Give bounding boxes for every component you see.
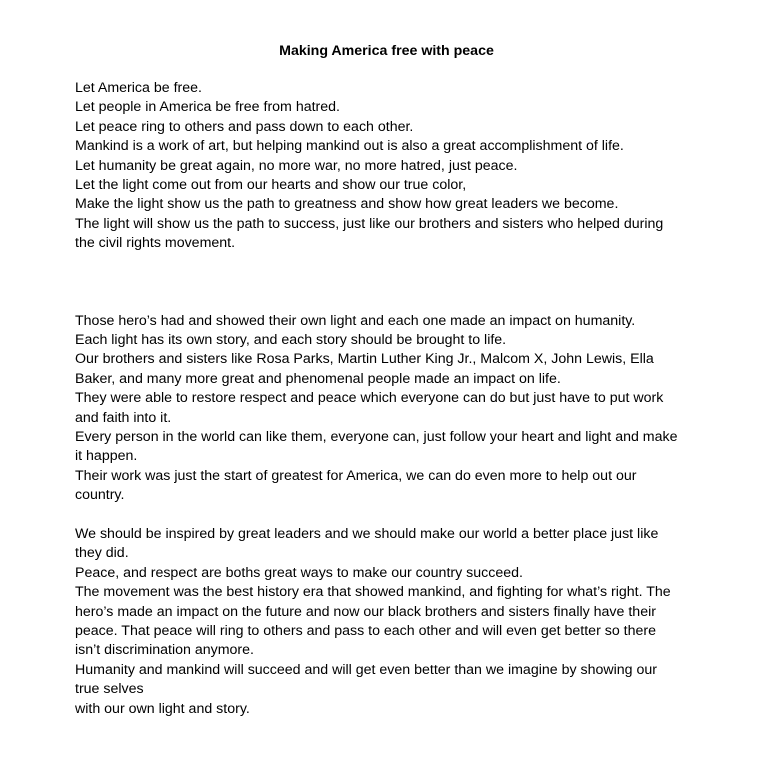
text-line: the civil rights movement. (75, 235, 236, 252)
document-title: Making America free with peace (279, 43, 494, 59)
text-line: and faith into it. (75, 409, 172, 426)
text-line: Humanity and mankind will succeed and will get even better than we imagine by showing our (75, 661, 658, 678)
text-line: Let America be free. (75, 80, 202, 96)
text-line: Each light has its own story, and each story should be brought to life. (75, 332, 507, 349)
text-line: it happen. (75, 448, 138, 465)
text-line: isn’t discrimination anymore. (75, 642, 254, 659)
text-line: with our own light and story. (75, 700, 250, 717)
text-line: Baker, and many more great and phenomenal people made an impact on life. (75, 370, 561, 387)
text-line: Make the light show us the path to greatness and show how great leaders we become. (75, 196, 619, 213)
text-line: Let the light come out from our hearts and show our true color, (75, 176, 467, 193)
text-line: Let people in America be free from hatred. (75, 99, 340, 116)
text-line: Mankind is a work of art, but helping mankind out is also a great accomplishment of life. (75, 138, 624, 155)
blank-line (75, 254, 715, 273)
text-line: country. (75, 487, 125, 504)
text-line: Peace, and respect are boths great ways to make our country succeed. (75, 564, 523, 581)
text-line: they did. (75, 545, 129, 562)
text-line: hero’s made an impact on the future and now our black brothers and sisters finally have their (75, 603, 656, 620)
text-line: Let humanity be great again, no more war, no more hatred, just peace. (75, 157, 518, 174)
text-line: Their work was just the start of greatest for America, we can do even more to help out our (75, 467, 637, 484)
text-line: true selves (75, 681, 144, 698)
text-line: They were able to restore respect and peace which everyone can do but just have to put work (75, 390, 664, 407)
blank-line (75, 292, 715, 311)
document-body (75, 79, 715, 719)
text-line: The light will show us the path to success, just like our brothers and sisters who helped during (75, 215, 664, 232)
text-line: Those hero’s had and showed their own light and each one made an impact on humanity. (75, 312, 636, 329)
text-line: We should be inspired by great leaders and we should make our world a better place just like (75, 525, 659, 542)
text-line: Let peace ring to others and pass down to each other. (75, 118, 414, 135)
blank-line (75, 273, 715, 292)
text-line: The movement was the best history era that showed mankind, and fighting for what’s right. The (75, 584, 671, 601)
blank-line (75, 506, 715, 525)
text-line: Every person in the world can like them, everyone can, just follow your heart and light and make (75, 429, 678, 446)
text-line: peace. That peace will ring to others and pass to each other and will even get better so there (75, 622, 656, 639)
text-line: Our brothers and sisters like Rosa Parks, Martin Luther King Jr., Malcom X, John Lewis, Ella (75, 351, 654, 368)
